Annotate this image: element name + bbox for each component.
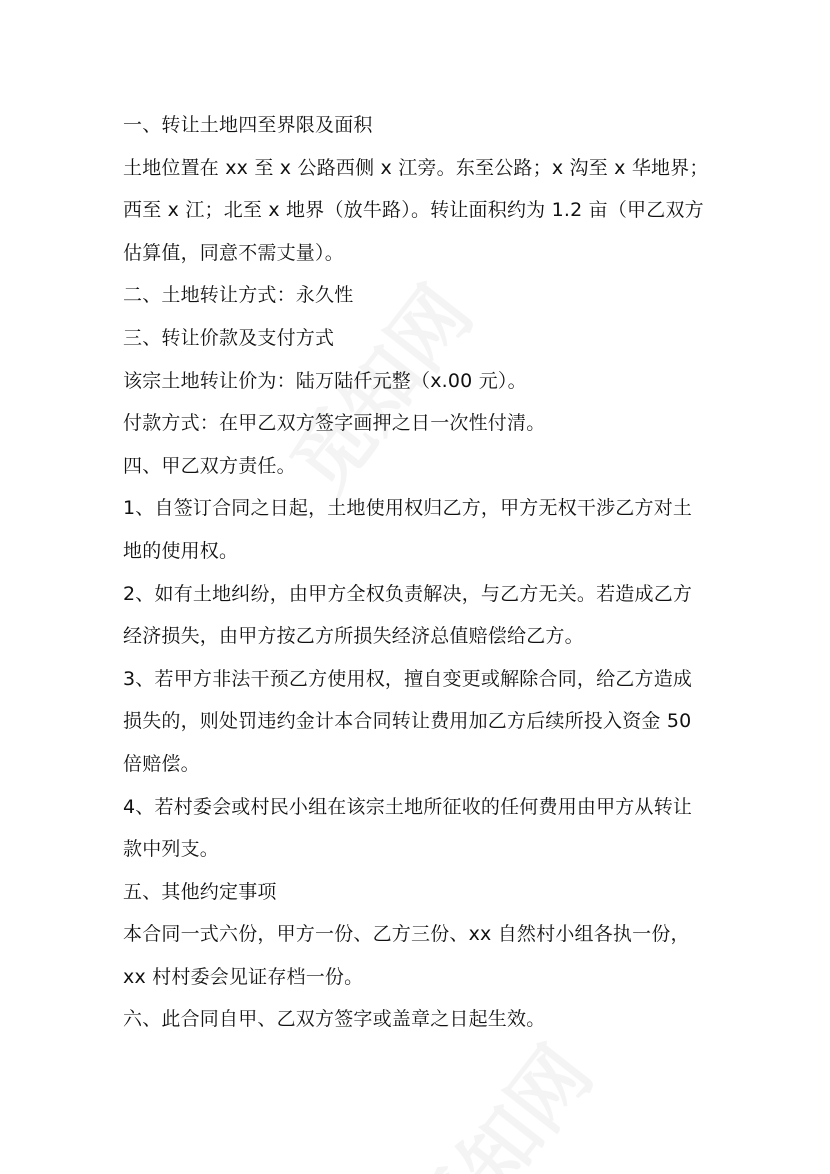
clause-line: 款中列支。	[123, 838, 220, 861]
watermark	[381, 1019, 613, 1174]
clause-line: 3、若甲方非法干预乙方使用权，擅自变更或解除合同，给乙方造成	[123, 667, 693, 690]
clause-line: 1、自签订合同之日起，土地使用权归乙方，甲方无权干涉乙方对土	[123, 497, 693, 520]
paragraph-line: xx 村村委会见证存档一份。	[123, 965, 364, 988]
clause-line: 地的使用权。	[123, 539, 239, 562]
section-heading-price-payment: 三、转让价款及支付方式	[123, 326, 335, 349]
paragraph-line: 付款方式：在甲乙双方签字画押之日一次性付清。	[123, 412, 546, 435]
clause-line: 损失的，则处罚违约金计本合同转让费用加乙方后续所投入资金 50	[123, 710, 692, 733]
clause-line: 4、若村委会或村民小组在该宗土地所征收的任何费用由甲方从转让	[123, 795, 693, 818]
clause-line: 倍赔偿。	[123, 752, 200, 775]
clause-line: 经济损失，由甲方按乙方所损失经济总值赔偿给乙方。	[123, 625, 584, 648]
section-heading-effective: 六、此合同自甲、乙双方签字或盖章之日起生效。	[123, 1008, 546, 1031]
section-heading-boundaries: 一、转让土地四至界限及面积	[123, 114, 373, 136]
section-heading-transfer-method: 二、土地转让方式：永久性	[123, 284, 354, 307]
paragraph-line: 该宗土地转让价为：陆万陆仟元整（x.00 元）。	[123, 369, 527, 392]
section-heading-responsibilities: 四、甲乙双方责任。	[123, 454, 296, 477]
paragraph-line: 估算值，同意不需丈量）。	[123, 241, 344, 264]
document-body	[123, 104, 713, 1041]
clause-line: 2、如有土地纠纷，由甲方全权负责解决，与乙方无关。若造成乙方	[123, 582, 693, 605]
paragraph-line: 本合同一式六份，甲方一份、乙方三份、xx 自然村小组各执一份，	[123, 923, 690, 946]
paragraph-line: 土地位置在 xx 至 x 公路西侧 x 江旁。东至公路；x 沟至 x 华地界；	[123, 156, 709, 179]
section-heading-other-matters: 五、其他约定事项	[123, 880, 277, 903]
paragraph-line: 西至 x 江；北至 x 地界（放牛路）。转让面积约为 1.2 亩（甲乙双方	[123, 199, 704, 222]
